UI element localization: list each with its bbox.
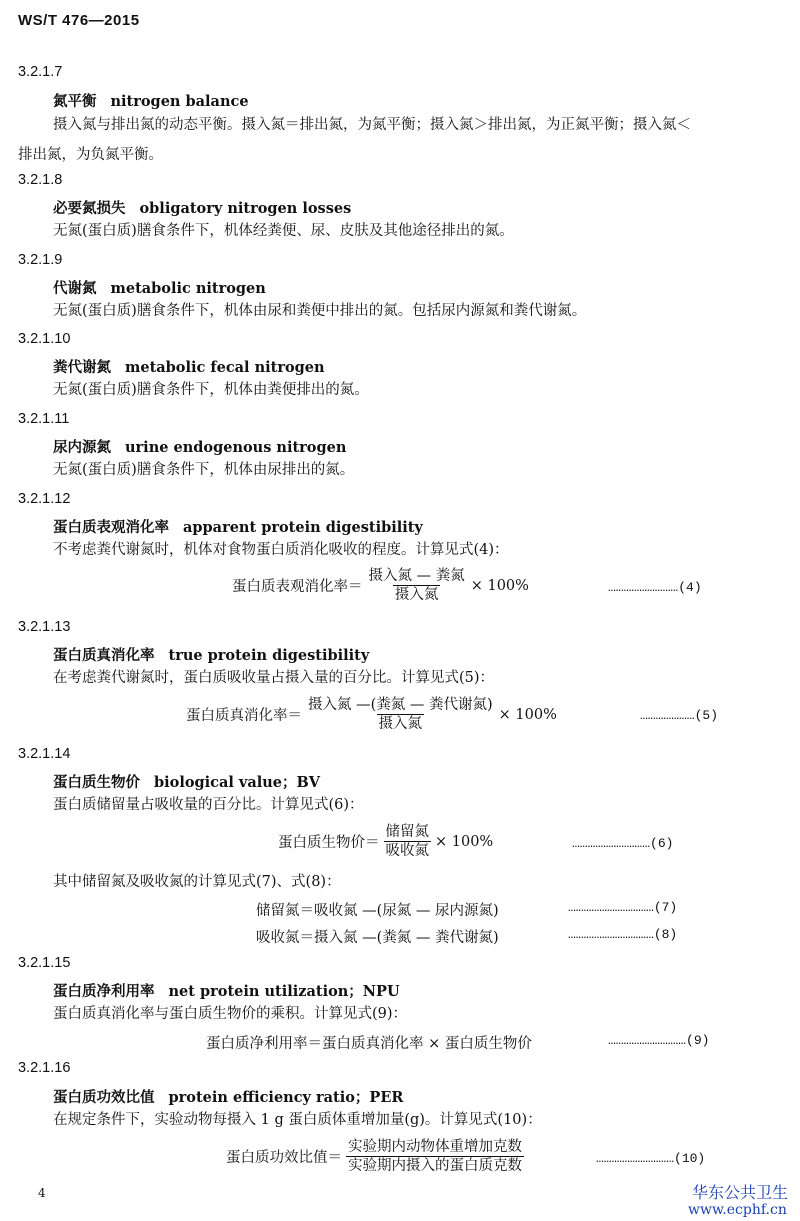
formula-denominator: 摄入氮 xyxy=(394,587,439,603)
formula-number: ………………………(4) xyxy=(608,580,702,595)
formula-expression: 储留氮＝吸收氮 —(尿氮 — 尿内源氮) xyxy=(256,903,499,919)
formula-number: …………………(5) xyxy=(640,708,719,723)
section-number: 3.2.1.14 xyxy=(18,746,71,762)
term-cn: 粪代谢氮 xyxy=(53,359,111,376)
formula-5 xyxy=(186,696,557,733)
term-en: protein efficiency ratio；PER xyxy=(168,1089,404,1106)
definition-text: 其中储留氮及吸收氮的计算见式(7)、式(8)： xyxy=(53,874,341,890)
formula-numerator: 摄入氮 — 粪氮 xyxy=(368,568,465,584)
formula-number: …………………………(6) xyxy=(572,836,674,851)
term-cn: 蛋白质表观消化率 xyxy=(53,519,169,536)
formula-multiplier: × 100% xyxy=(498,706,557,723)
formula-lhs: 蛋白质功效比值＝ xyxy=(226,1150,342,1166)
formula-9 xyxy=(206,1032,532,1053)
term-cn: 必要氮损失 xyxy=(53,200,126,217)
term-heading xyxy=(53,356,325,377)
formula-denominator: 摄入氮 xyxy=(378,716,423,732)
formula-number: …………………………(10) xyxy=(596,1151,706,1166)
section-number: 3.2.1.11 xyxy=(18,411,70,427)
formula-fraction xyxy=(306,696,495,733)
term-en: net protein utilization；NPU xyxy=(168,983,400,1000)
definition-text: 无氮(蛋白质)膳食条件下，机体经粪便、尿、皮肤及其他途径排出的氮。 xyxy=(53,223,514,239)
formula-numerator: 摄入氮 —(粪氮 — 粪代谢氮) xyxy=(308,697,493,713)
term-cn: 氮平衡 xyxy=(53,93,97,110)
section-number: 3.2.1.8 xyxy=(18,172,63,188)
formula-8 xyxy=(256,926,499,947)
term-heading xyxy=(53,277,266,298)
formula-numerator: 储留氮 xyxy=(385,824,429,840)
formula-lhs: 蛋白质生物价＝ xyxy=(278,835,380,851)
term-heading xyxy=(53,1086,403,1107)
formula-number: …………………………(9) xyxy=(608,1033,710,1048)
term-cn: 蛋白质真消化率 xyxy=(53,647,155,664)
formula-multiplier: × 100% xyxy=(435,833,494,850)
term-heading xyxy=(53,436,346,457)
term-cn: 尿内源氮 xyxy=(53,439,111,456)
formula-lhs: 蛋白质表观消化率＝ xyxy=(232,579,363,595)
formula-number: ……………………………(8) xyxy=(568,927,678,942)
term-en: apparent protein digestibility xyxy=(183,519,423,536)
definition-text: 无氮(蛋白质)膳食条件下，机体由粪便排出的氮。 xyxy=(53,382,369,398)
formula-multiplier: × 100% xyxy=(470,577,529,594)
term-cn: 蛋白质净利用率 xyxy=(53,983,155,1000)
term-cn: 代谢氮 xyxy=(53,280,97,297)
term-cn: 蛋白质功效比值 xyxy=(53,1089,155,1106)
term-en: true protein digestibility xyxy=(168,647,370,664)
section-number: 3.2.1.16 xyxy=(18,1060,71,1076)
formula-denominator: 吸收氮 xyxy=(385,843,429,859)
term-heading xyxy=(53,516,423,537)
term-heading xyxy=(53,771,320,792)
definition-text: 在考虑粪代谢氮时，蛋白质吸收量占摄入量的百分比。计算见式(5)： xyxy=(53,670,495,686)
formula-10 xyxy=(226,1138,528,1175)
watermark-title: 华东公共卫生 xyxy=(692,1183,789,1202)
formula-fraction xyxy=(367,567,467,604)
formula-lhs: 蛋白质真消化率＝ xyxy=(186,708,302,724)
term-heading xyxy=(53,980,400,1001)
formula-7 xyxy=(256,899,499,920)
standard-code-header: WS/T 476—2015 xyxy=(18,12,140,29)
formula-expression: 蛋白质净利用率＝蛋白质真消化率 × 蛋白质生物价 xyxy=(206,1036,532,1052)
term-heading xyxy=(53,197,351,218)
term-en: nitrogen balance xyxy=(110,93,249,110)
definition-text: 在规定条件下，实验动物每摄入 1 g 蛋白质体重增加量(g)。计算见式(10)： xyxy=(53,1112,542,1128)
section-number: 3.2.1.13 xyxy=(18,619,71,635)
formula-fraction xyxy=(346,1138,524,1175)
term-heading xyxy=(53,644,369,665)
definition-text xyxy=(53,111,778,139)
formula-6 xyxy=(278,823,493,860)
term-en: urine endogenous nitrogen xyxy=(125,439,347,456)
definition-text: 蛋白质储留量占吸收量的百分比。计算见式(6)： xyxy=(53,797,364,813)
formula-denominator: 实验期内摄入的蛋白质克数 xyxy=(348,1158,522,1174)
page-number: 4 xyxy=(38,1186,46,1200)
section-number: 3.2.1.7 xyxy=(18,64,63,80)
definition-text: 无氮(蛋白质)膳食条件下，机体由尿排出的氮。 xyxy=(53,462,355,478)
term-en: metabolic nitrogen xyxy=(110,280,266,297)
watermark-url: www.ecphf.cn xyxy=(688,1202,787,1218)
formula-number: ……………………………(7) xyxy=(568,900,678,915)
definition-text-continued: 排出氮，为负氮平衡。 xyxy=(18,147,163,163)
term-en: biological value；BV xyxy=(154,774,321,791)
definition-text: 无氮(蛋白质)膳食条件下，机体由尿和粪便中排出的氮。包括尿内源氮和粪代谢氮。 xyxy=(53,303,587,319)
section-number: 3.2.1.9 xyxy=(18,252,63,268)
term-heading xyxy=(53,90,249,111)
term-cn: 蛋白质生物价 xyxy=(53,774,140,791)
section-number: 3.2.1.12 xyxy=(18,491,71,507)
definition-line: 摄入氮与排出氮的动态平衡。摄入氮＝排出氮，为氮平衡；摄入氮＞排出氮，为正氮平衡；摄入氮＜ xyxy=(53,117,691,133)
definition-text: 不考虑粪代谢氮时，机体对食物蛋白质消化吸收的程度。计算见式(4)： xyxy=(53,542,509,558)
section-number: 3.2.1.10 xyxy=(18,331,71,347)
section-number: 3.2.1.15 xyxy=(18,955,71,971)
formula-fraction xyxy=(384,823,432,860)
formula-expression: 吸收氮＝摄入氮 —(粪氮 — 粪代谢氮) xyxy=(256,930,499,946)
formula-numerator: 实验期内动物体重增加克数 xyxy=(348,1139,522,1155)
term-en: obligatory nitrogen losses xyxy=(139,200,352,217)
term-en: metabolic fecal nitrogen xyxy=(125,359,325,376)
formula-4 xyxy=(232,567,529,604)
definition-text: 蛋白质真消化率与蛋白质生物价的乘积。计算见式(9)： xyxy=(53,1006,408,1022)
